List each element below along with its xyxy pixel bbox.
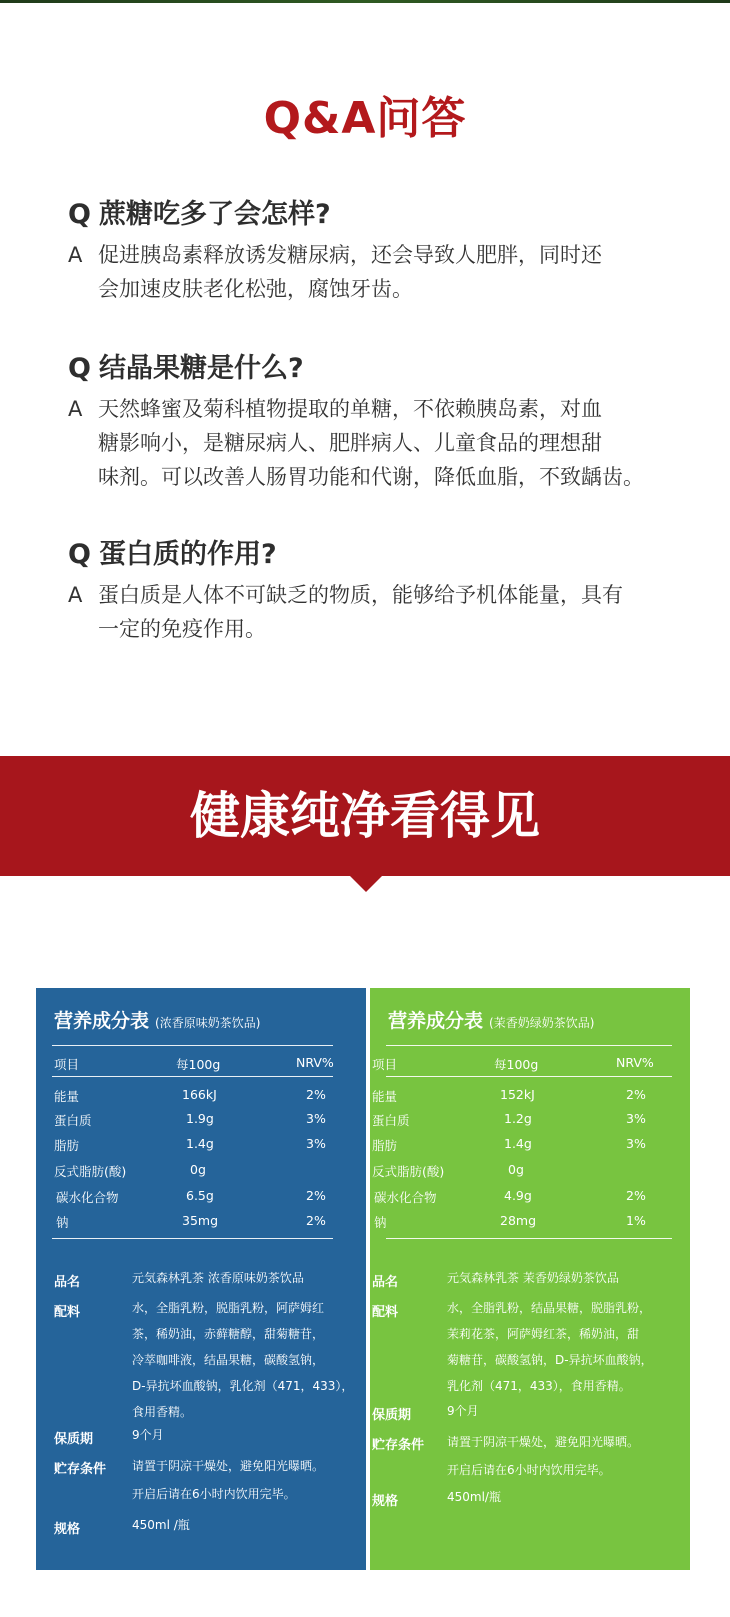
question-3 (68, 532, 277, 571)
info-label-product: 品名 (54, 1275, 81, 1290)
row-label: 脂肪 (372, 1138, 398, 1153)
row-value: 1.9g (186, 1111, 214, 1126)
banner-title: 健康纯净看得见 (190, 787, 540, 845)
row-value: 35mg (182, 1213, 219, 1228)
answer-line: 天然蜂蜜及菊科植物提取的单糖，不依赖胰岛素，对血 (98, 397, 602, 421)
card-subtitle: (茉香奶绿奶茶饮品) (489, 1016, 595, 1030)
header-nrv: NRV% (296, 1055, 334, 1070)
row-value: 166kJ (182, 1087, 217, 1102)
answer-line: 糖影响小，是糖尿病人、肥胖病人、儿童食品的理想甜 (98, 431, 602, 455)
row-nrv: 3% (626, 1136, 646, 1151)
question-text: 蔗糖吃多了会怎样? (98, 199, 331, 230)
divider (386, 1238, 672, 1239)
header-per100g: 每100g (494, 1057, 539, 1072)
banner-pointer (350, 876, 382, 892)
info-label-product: 品名 (372, 1275, 399, 1290)
question-text: 结晶果糖是什么? (98, 353, 304, 384)
row-label: 钠 (374, 1215, 387, 1230)
row-value: 1.4g (504, 1136, 532, 1151)
answer-line: 味剂。可以改善人肠胃功能和代谢，降低血脂，不致龋齿。 (98, 465, 644, 489)
row-label: 能量 (54, 1089, 80, 1104)
row-nrv: 2% (306, 1188, 326, 1203)
row-nrv: 2% (306, 1213, 326, 1228)
info-shelf-life: 9个月 (447, 1404, 479, 1418)
row-label: 蛋白质 (54, 1113, 92, 1128)
a-mark: A (68, 243, 83, 267)
answer-3 (68, 578, 623, 646)
q-mark: Q (68, 353, 91, 384)
qa-title: Q&A问答 (263, 93, 467, 144)
divider (52, 1076, 333, 1077)
row-label: 反式脂肪(酸) (54, 1164, 127, 1179)
answer-line: 促进胰岛素释放诱发糖尿病，还会导致人肥胖，同时还 (98, 243, 602, 267)
header-per100g: 每100g (176, 1057, 221, 1072)
row-label: 能量 (372, 1089, 398, 1104)
info-label-storage: 贮存条件 (54, 1462, 107, 1477)
row-value: 0g (508, 1162, 524, 1177)
info-label-shelf-life: 保质期 (54, 1432, 94, 1447)
header-item: 项目 (54, 1057, 80, 1072)
info-storage: 请置于阴凉干燥处，避免阳光曝晒。 开启后请在6小时内饮用完毕。 (132, 1459, 325, 1501)
info-ingredients: 水，全脂乳粉，结晶果糖，脱脂乳粉， 茉莉花茶，阿萨姆红茶，稀奶油，甜 菊糖苷，碳酸氢钠，D-异抗坏血酸钠， 乳化剂（471，433），食用香精。 (447, 1301, 653, 1393)
row-label: 反式脂肪(酸) (372, 1164, 445, 1179)
info-product: 元気森林乳茶 浓香原味奶茶饮品 (132, 1271, 304, 1285)
info-label-storage: 贮存条件 (372, 1438, 425, 1453)
nutrition-card-original (36, 988, 366, 1570)
row-value: 4.9g (504, 1188, 532, 1203)
row-value: 152kJ (500, 1087, 535, 1102)
row-nrv: 3% (306, 1136, 326, 1151)
info-storage: 请置于阴凉干燥处，避免阳光曝晒。 开启后请在6小时内饮用完毕。 (447, 1435, 640, 1477)
row-value: 0g (190, 1162, 206, 1177)
divider (52, 1238, 333, 1239)
q-mark: Q (68, 539, 91, 570)
card-subtitle: (浓香原味奶茶饮品) (155, 1016, 261, 1030)
nutrition-card-jasmine (370, 988, 690, 1570)
row-nrv: 2% (626, 1087, 646, 1102)
answer-line: 蛋白质是人体不可缺乏的物质，能够给予机体能量，具有 (98, 583, 623, 607)
row-nrv: 2% (626, 1188, 646, 1203)
header-nrv: NRV% (616, 1055, 654, 1070)
info-spec: 450ml /瓶 (132, 1518, 190, 1532)
banner (0, 756, 730, 876)
info-label-spec: 规格 (54, 1522, 81, 1537)
divider (386, 1045, 672, 1046)
row-label: 碳水化合物 (374, 1190, 437, 1205)
question-text: 蛋白质的作用? (98, 539, 277, 570)
info-label-ingredients: 配料 (372, 1305, 399, 1320)
info-label-shelf-life: 保质期 (372, 1408, 412, 1423)
info-shelf-life: 9个月 (132, 1428, 164, 1442)
row-value: 1.4g (186, 1136, 214, 1151)
info-label-spec: 规格 (372, 1494, 399, 1509)
row-value: 28mg (500, 1213, 537, 1228)
row-label: 碳水化合物 (56, 1190, 119, 1205)
info-product: 元気森林乳茶 茉香奶绿奶茶饮品 (447, 1271, 619, 1285)
row-value: 1.2g (504, 1111, 532, 1126)
answer-line: 会加速皮肤老化松弛，腐蚀牙齿。 (98, 277, 413, 301)
row-label: 脂肪 (54, 1138, 80, 1153)
divider (52, 1045, 333, 1046)
info-spec: 450ml/瓶 (447, 1490, 501, 1504)
row-nrv: 1% (626, 1213, 646, 1228)
info-label-ingredients: 配料 (54, 1305, 81, 1320)
row-value: 6.5g (186, 1188, 214, 1203)
row-nrv: 2% (306, 1087, 326, 1102)
row-label: 钠 (56, 1215, 69, 1230)
top-decor-line (0, 0, 730, 3)
card-title: 营养成分表 (茉香奶绿奶茶饮品) (388, 1010, 595, 1032)
info-ingredients: 水，全脂乳粉，脱脂乳粉，阿萨姆红 茶，稀奶油，赤藓糖醇，甜菊糖苷， 冷萃咖啡液，结晶果糖，碳酸氢钠， D-异抗坏血酸钠，乳化剂（471，433）， 食用香精。 (132, 1301, 354, 1419)
question-1 (68, 192, 331, 231)
card-title: 营养成分表 (浓香原味奶茶饮品) (54, 1010, 261, 1032)
row-nrv: 3% (626, 1111, 646, 1126)
answer-1 (68, 238, 602, 306)
header-item: 项目 (372, 1057, 398, 1072)
q-mark: Q (68, 199, 91, 230)
answer-line: 一定的免疫作用。 (98, 617, 266, 641)
row-nrv: 3% (306, 1111, 326, 1126)
divider (386, 1076, 672, 1077)
row-label: 蛋白质 (372, 1113, 410, 1128)
a-mark: A (68, 397, 83, 421)
a-mark: A (68, 583, 83, 607)
answer-2 (68, 392, 644, 494)
question-2 (68, 346, 304, 385)
